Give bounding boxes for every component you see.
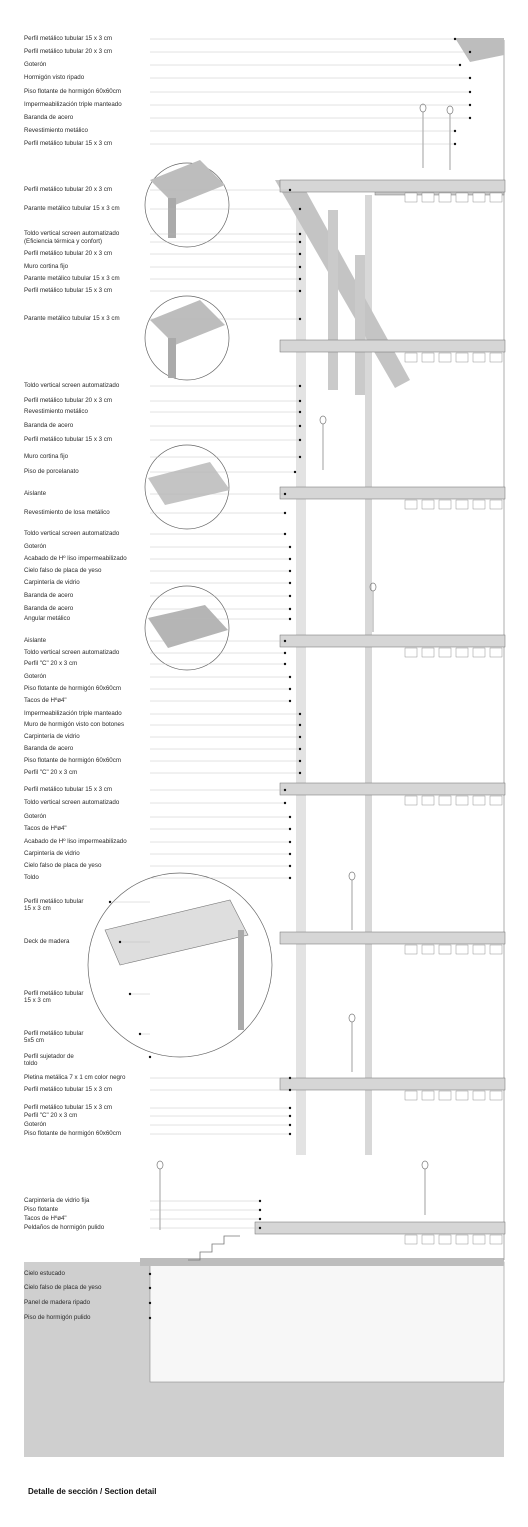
leader-dot: [149, 1302, 151, 1304]
leader-dot: [149, 1287, 151, 1289]
callout-label: Hormigón visto ripado: [24, 74, 85, 81]
leader-dot: [259, 1227, 261, 1229]
leader-dot: [259, 1209, 261, 1211]
callout-label: Perfil metálico tubular 5x5 cm: [24, 1030, 84, 1045]
callout-label: Tacos de Hºø4": [24, 825, 67, 832]
leader-dot: [299, 385, 301, 387]
frame-post-left: [328, 210, 338, 390]
ceiling-coffer: [405, 796, 417, 805]
detail-1-post: [168, 198, 176, 238]
callout-label: Perfil metálico tubular 15 x 3 cm: [24, 287, 113, 294]
leader-dot: [259, 1218, 261, 1220]
callout-label: Baranda de acero: [24, 422, 74, 429]
floor-slab: [280, 340, 505, 352]
ceiling-coffer: [405, 353, 417, 362]
callout-label: Carpintería de vidrio: [24, 579, 80, 586]
callout-label: Goterón: [24, 543, 47, 550]
leader-dot: [294, 471, 296, 473]
basement-void: [150, 1262, 504, 1382]
callout-label: Goterón: [24, 61, 47, 68]
ceiling-coffer: [490, 500, 502, 509]
leader-dot: [299, 266, 301, 268]
steel-frame: [275, 180, 410, 388]
floor-slab: [280, 180, 505, 192]
callout-label: Parante metálico tubular 15 x 3 cm: [24, 315, 120, 322]
leader-dot: [284, 640, 286, 642]
callout-label: Revestimiento metálico: [24, 408, 88, 415]
floor-slab: [280, 783, 505, 795]
ceiling-coffer: [473, 945, 485, 954]
leader-dot: [149, 1056, 151, 1058]
leader-dot: [454, 143, 456, 145]
ceiling-coffer: [422, 353, 434, 362]
ceiling-coffer: [456, 648, 468, 657]
leader-dot: [284, 789, 286, 791]
leader-dot: [299, 253, 301, 255]
callout-label: Toldo vertical screen automatizado: [24, 382, 120, 389]
callout-label: Perfil metálico tubular 20 x 3 cm: [24, 397, 113, 404]
callout-label: Perfil metálico tubular 15 x 3 cm: [24, 1086, 113, 1093]
callout-label: Impermeabilización triple manteado: [24, 101, 122, 108]
leader-dot: [299, 290, 301, 292]
floor-slab: [280, 1078, 505, 1090]
roof-canopy: [455, 38, 504, 62]
callout-label: Perfil metálico tubular 15 x 3 cm: [24, 786, 113, 793]
ceiling-coffer: [490, 193, 502, 202]
ceiling-coffer: [405, 945, 417, 954]
leader-dot: [149, 1273, 151, 1275]
detail-5-post: [238, 930, 244, 1030]
leader-dot: [119, 941, 121, 943]
callout-label: Perfil "C" 20 x 3 cm: [24, 660, 78, 667]
callout-label: Perfil "C" 20 x 3 cm: [24, 1112, 78, 1119]
ceiling-coffer: [490, 648, 502, 657]
callout-label: Baranda de acero: [24, 605, 74, 612]
callout-label: Perfil "C" 20 x 3 cm: [24, 769, 78, 776]
leader-dot: [299, 425, 301, 427]
leader-dot: [299, 760, 301, 762]
ceiling-coffer: [473, 353, 485, 362]
leader-dot: [149, 1317, 151, 1319]
leader-dot: [289, 877, 291, 879]
frame-post-right: [355, 255, 365, 395]
callout-label: Perfil metálico tubular 15 x 3 cm: [24, 436, 113, 443]
leader-dot: [454, 38, 456, 40]
leader-dot: [299, 713, 301, 715]
ceiling-coffer: [490, 796, 502, 805]
callout-label: Parante metálico tubular 15 x 3 cm: [24, 205, 120, 212]
ceiling-coffer: [490, 945, 502, 954]
leader-dot: [469, 91, 471, 93]
leader-dot: [289, 189, 291, 191]
leader-dot: [289, 595, 291, 597]
leader-dot: [289, 816, 291, 818]
ceiling-coffer: [439, 1091, 451, 1100]
leader-dot: [284, 663, 286, 665]
leader-dot: [289, 865, 291, 867]
leader-dot: [299, 748, 301, 750]
stair: [188, 1236, 240, 1260]
leader-dot: [299, 208, 301, 210]
leader-dot: [284, 802, 286, 804]
leader-dot: [139, 1033, 141, 1035]
ceiling-coffer: [405, 193, 417, 202]
callout-label: Baranda de acero: [24, 592, 74, 599]
callout-label: Piso flotante de hormigón 60x60cm: [24, 757, 121, 764]
leader-dot: [289, 1124, 291, 1126]
callout-label: Muro cortina fijo: [24, 453, 69, 460]
callout-label: Carpintería de vidrio: [24, 733, 80, 740]
callout-label: Perfil metálico tubular 20 x 3 cm: [24, 250, 113, 257]
ceiling-coffer: [439, 945, 451, 954]
leader-dot: [289, 1115, 291, 1117]
callout-label: Carpintería de vidrio: [24, 850, 80, 857]
ceiling-coffer: [473, 500, 485, 509]
ceiling-coffer: [456, 500, 468, 509]
leader-dot: [289, 558, 291, 560]
ceiling-coffer: [439, 796, 451, 805]
ceiling-coffer: [473, 193, 485, 202]
callout-label: Carpintería de vidrio fija: [24, 1197, 90, 1204]
callout-label: Parante metálico tubular 15 x 3 cm: [24, 275, 120, 282]
callout-label: Tacos de Hºø4": [24, 1215, 67, 1222]
leader-dot: [284, 652, 286, 654]
leader-dot: [129, 993, 131, 995]
leader-dot: [459, 64, 461, 66]
callout-label: Toldo vertical screen automatizado: [24, 230, 120, 237]
leader-dot: [259, 1200, 261, 1202]
leader-dot: [299, 736, 301, 738]
ceiling-coffer: [439, 1235, 451, 1244]
ceiling-coffer: [473, 1235, 485, 1244]
callout-label: Toldo vertical screen automatizado: [24, 799, 120, 806]
callout-label: Piso flotante: [24, 1206, 59, 1213]
ceiling-coffer: [405, 1091, 417, 1100]
callout-label: Toldo: [24, 874, 39, 881]
ceiling-coffer: [456, 353, 468, 362]
callout-label: Baranda de acero: [24, 114, 74, 121]
callout-label: Perfil metálico tubular 15 x 3 cm: [24, 35, 113, 42]
callout-label: Perfil metálico tubular 15 x 3 cm: [24, 990, 84, 1005]
callout-label: Perfil metálico tubular 15 x 3 cm: [24, 140, 113, 147]
ceiling-coffer: [473, 1091, 485, 1100]
callout-label: Perfil metálico tubular 15 x 3 cm: [24, 1104, 113, 1111]
ceiling-coffer: [405, 1235, 417, 1244]
basement-slab: [140, 1258, 504, 1266]
leader-dot: [109, 901, 111, 903]
floor-slab: [280, 487, 505, 499]
leader-dot: [289, 1077, 291, 1079]
callout-label: Aislante: [24, 637, 47, 644]
leader-dot: [289, 700, 291, 702]
leader-dot: [289, 688, 291, 690]
callout-label: Toldo vertical screen automatizado: [24, 530, 120, 537]
callout-label: Perfil metálico tubular 15 x 3 cm: [24, 898, 84, 913]
callout-label: Cielo falso de placa de yeso: [24, 862, 102, 869]
leader-dot: [299, 233, 301, 235]
leader-dot: [299, 456, 301, 458]
ceiling-coffer: [422, 1235, 434, 1244]
ceiling-coffer: [405, 500, 417, 509]
leader-dot: [299, 278, 301, 280]
leader-dot: [289, 608, 291, 610]
ceiling-coffer: [439, 353, 451, 362]
ceiling-coffer: [422, 500, 434, 509]
ceiling-coffer: [456, 1091, 468, 1100]
facade-column: [296, 195, 306, 1155]
ceiling-coffer: [422, 1091, 434, 1100]
ceiling-coffer: [456, 945, 468, 954]
detail-circle-5: [88, 873, 272, 1057]
ceiling-coffer: [473, 648, 485, 657]
callout-label: Perfil metálico tubular 20 x 3 cm: [24, 48, 113, 55]
callout-label: Acabado de Hº liso impermeabilizado: [24, 838, 127, 845]
leader-dot: [289, 1089, 291, 1091]
leader-dot: [469, 117, 471, 119]
ceiling-coffer: [422, 796, 434, 805]
leader-dot: [289, 828, 291, 830]
callout-label: Revestimiento metálico: [24, 127, 88, 134]
callout-label: Tacos de Hºø4": [24, 697, 67, 704]
floor-slab: [280, 635, 505, 647]
leader-dot: [289, 1133, 291, 1135]
leader-dot: [299, 772, 301, 774]
floor-slab: [255, 1222, 505, 1234]
callout-label: Piso flotante de hormigón 60x60cm: [24, 685, 121, 692]
ceiling-coffer: [490, 1091, 502, 1100]
leader-dot: [289, 546, 291, 548]
callout-label: Goterón: [24, 1121, 47, 1128]
callout-label: Panel de madera ripado: [24, 1299, 91, 1306]
leader-dot: [299, 411, 301, 413]
callout-label: Deck de madera: [24, 938, 70, 945]
floor-slab: [280, 932, 505, 944]
callout-label: Goterón: [24, 813, 47, 820]
ceiling-coffer: [456, 193, 468, 202]
leader-dot: [284, 512, 286, 514]
leader-dot: [469, 51, 471, 53]
ceiling-coffer: [422, 945, 434, 954]
callout-label: Revestimiento de losa metálico: [24, 509, 110, 516]
callout-label: Piso flotante de hormigón 60x60cm: [24, 1130, 121, 1137]
leader-dot: [299, 724, 301, 726]
callout-label: Baranda de acero: [24, 745, 74, 752]
leader-dot: [469, 77, 471, 79]
leader-dot: [284, 533, 286, 535]
callout-label: Impermeabilización triple manteado: [24, 710, 122, 717]
callout-label: Cielo falso de placa de yeso: [24, 567, 102, 574]
leader-dot: [289, 582, 291, 584]
leader-dot: [289, 1107, 291, 1109]
leader-dot: [469, 104, 471, 106]
leader-dot: [289, 841, 291, 843]
leader-dot: [289, 676, 291, 678]
ceiling-coffer: [422, 648, 434, 657]
callout-label: Toldo vertical screen automatizado: [24, 649, 120, 656]
ceiling-coffer: [456, 1235, 468, 1244]
leader-dot: [454, 130, 456, 132]
ceiling-coffer: [439, 193, 451, 202]
callout-label: Goterón: [24, 673, 47, 680]
leader-dot: [299, 318, 301, 320]
callout-label: (Eficiencia térmica y confort): [24, 238, 103, 245]
callout-label: Cielo falso de placa de yeso: [24, 1284, 102, 1291]
ceiling-coffer: [422, 193, 434, 202]
ceiling-coffer: [490, 1235, 502, 1244]
leader-dot: [284, 493, 286, 495]
ceiling-coffer: [405, 648, 417, 657]
callout-label: Muro cortina fijo: [24, 263, 69, 270]
ceiling-coffer: [456, 796, 468, 805]
ceiling-coffer: [490, 353, 502, 362]
leader-dot: [289, 853, 291, 855]
leader-dot: [299, 400, 301, 402]
callout-label: Muro de hormigón visto con botones: [24, 721, 125, 728]
ceiling-coffer: [439, 500, 451, 509]
callout-label: Angular metálico: [24, 615, 71, 622]
callout-label: Peldaños de hormigón pulido: [24, 1224, 105, 1231]
leader-dot: [289, 618, 291, 620]
callout-label: Aislante: [24, 490, 47, 497]
ceiling-coffer: [439, 648, 451, 657]
callout-label: Perfil sujetador de toldo: [24, 1053, 74, 1068]
callout-label: Piso flotante de hormigón 60x60cm: [24, 88, 121, 95]
leader-dot: [299, 241, 301, 243]
callout-label: Cielo estucado: [24, 1270, 65, 1277]
leader-dot: [289, 570, 291, 572]
drawing-caption: Detalle de sección / Section detail: [28, 1487, 157, 1496]
detail-2-post: [168, 338, 176, 378]
callout-label: Piso de porcelanato: [24, 468, 79, 475]
callout-label: Acabado de Hº liso impermeabilizado: [24, 555, 127, 562]
callout-label: Perfil metálico tubular 20 x 3 cm: [24, 186, 113, 193]
callout-label: Piso de hormigón pulido: [24, 1314, 91, 1321]
ceiling-coffer: [473, 796, 485, 805]
leader-dot: [299, 439, 301, 441]
callout-label: Pletina metálica 7 x 1 cm color negro: [24, 1074, 126, 1081]
